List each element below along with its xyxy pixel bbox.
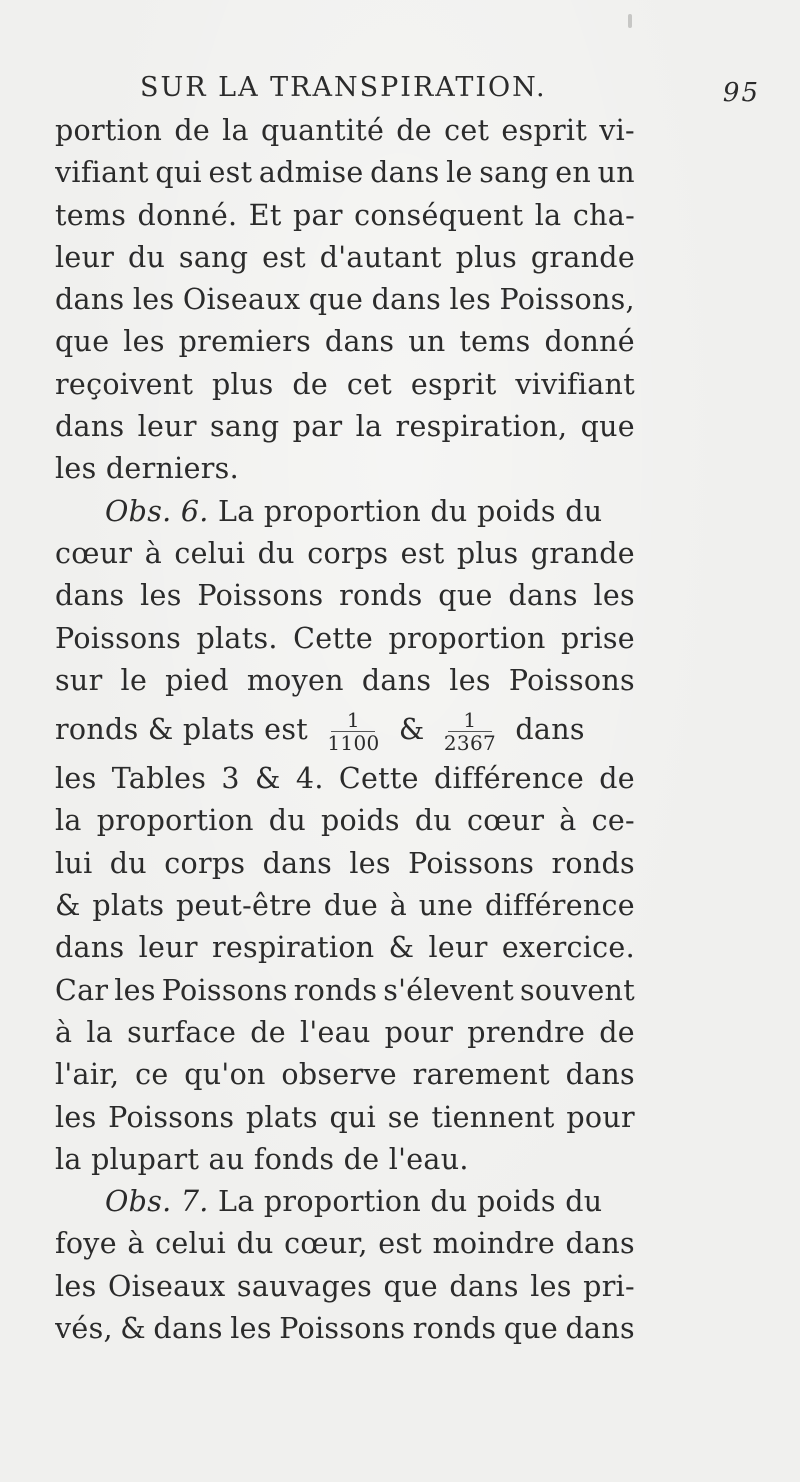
word: peut-être — [175, 889, 313, 923]
word: 4. — [295, 762, 324, 796]
text-line — [55, 152, 635, 194]
word: le — [120, 663, 148, 697]
word: Poissons — [279, 1312, 406, 1346]
word: un — [597, 156, 635, 190]
word: tems — [459, 325, 531, 359]
word: poids — [320, 804, 400, 838]
word: admise — [258, 156, 364, 190]
word: Poissons — [55, 621, 182, 655]
word: celui — [155, 1227, 227, 1261]
word: de — [599, 1015, 635, 1049]
word: sang — [479, 156, 549, 190]
page-header — [140, 72, 760, 112]
word: & — [120, 1312, 146, 1346]
word: dans — [565, 1227, 635, 1261]
word: les — [55, 762, 97, 796]
observation-label: Obs. 7. — [105, 1185, 209, 1219]
word: proportion — [388, 621, 546, 655]
word: & — [255, 762, 281, 796]
word: les — [132, 283, 175, 317]
text-line — [55, 321, 635, 363]
word: dans — [324, 325, 395, 359]
word: du — [414, 804, 453, 838]
word: cœur — [55, 536, 133, 570]
word: dans — [55, 283, 125, 317]
word: les — [593, 579, 635, 613]
word: est — [208, 156, 253, 190]
word: Poissons — [408, 846, 535, 880]
word: moindre — [432, 1227, 556, 1261]
word: dans — [55, 410, 125, 444]
word: cet — [346, 367, 393, 401]
word: à — [559, 804, 577, 838]
word: du — [268, 804, 306, 838]
word: de — [599, 762, 635, 796]
text-line: la plupart au fonds de l'eau. — [55, 1142, 469, 1176]
word: les — [349, 846, 391, 880]
word: pied — [165, 663, 229, 697]
word: dans — [508, 579, 578, 613]
word: proportion — [96, 804, 254, 838]
word: ronds — [293, 973, 378, 1007]
word: Poissons — [508, 663, 635, 697]
word: que — [383, 1269, 438, 1303]
word: sur — [55, 663, 103, 697]
word: donné. — [137, 198, 238, 232]
word: respiration, — [395, 410, 568, 444]
word: du — [127, 240, 166, 274]
word: à — [144, 536, 162, 570]
word: observe — [281, 1058, 397, 1092]
word: cœur — [467, 804, 545, 838]
word: à — [389, 889, 408, 923]
word: la — [355, 410, 383, 444]
observation-first-line: La proportion du poids du — [218, 1185, 603, 1219]
word: les — [449, 663, 491, 697]
word: due — [323, 889, 379, 923]
word: les — [55, 1269, 97, 1303]
observation-label: Obs. 6. — [105, 494, 209, 528]
word: Tables — [111, 762, 207, 796]
fraction-text-after: dans — [515, 713, 585, 747]
word: dans — [371, 283, 442, 317]
word: les — [449, 283, 492, 317]
ink-smudge — [628, 14, 632, 28]
word: qui — [155, 156, 202, 190]
word: dans — [55, 579, 125, 613]
text-line — [55, 1266, 635, 1308]
text-line — [55, 1097, 635, 1139]
word: 3 — [221, 762, 240, 796]
word: par — [292, 410, 343, 444]
text-line — [55, 364, 635, 406]
word: ronds — [412, 1312, 497, 1346]
text-line — [55, 195, 635, 237]
word: ronds — [339, 579, 423, 613]
word: les — [530, 1269, 572, 1303]
word: moyen — [246, 663, 344, 697]
word: donné — [544, 325, 635, 359]
text-line — [55, 758, 635, 800]
word: vi- — [599, 114, 635, 147]
word: cœur, — [284, 1227, 368, 1261]
word: en — [555, 156, 592, 190]
observation-first-line: La proportion du poids du — [218, 494, 603, 528]
fraction-2-denominator: 2367 — [443, 731, 496, 756]
word: du — [236, 1227, 274, 1261]
word: qui — [329, 1100, 377, 1134]
word: exercice. — [501, 931, 635, 965]
word: cha- — [572, 198, 635, 232]
fraction-line — [55, 702, 635, 758]
word: Cette — [293, 621, 374, 655]
word: ce — [135, 1058, 169, 1092]
word: Cette — [338, 762, 419, 796]
page-body-text — [55, 110, 635, 1350]
fraction-text-between: & — [398, 713, 425, 747]
observation-6-heading — [55, 491, 635, 533]
word: leur — [137, 410, 197, 444]
word: plats. — [196, 621, 278, 655]
text-line — [55, 885, 635, 927]
text-line — [55, 237, 635, 279]
word: tiennent — [431, 1100, 555, 1134]
word: tems — [55, 198, 127, 232]
text-line — [55, 970, 635, 1012]
word: s'élevent — [383, 973, 514, 1007]
word: leur — [428, 931, 488, 965]
word: pri- — [583, 1269, 635, 1303]
text-line — [55, 1054, 635, 1096]
word: dans — [370, 156, 440, 190]
fraction-2-numerator: 1 — [463, 708, 477, 733]
word: lui — [55, 846, 93, 880]
word: dans — [55, 931, 125, 965]
word: premiers — [178, 325, 312, 359]
text-line — [55, 575, 635, 617]
word: souvent — [519, 973, 635, 1007]
word: conséquent — [354, 198, 524, 232]
word: un — [408, 325, 446, 359]
word: à — [55, 1015, 73, 1049]
word: les — [55, 1100, 97, 1134]
word: sang — [210, 410, 280, 444]
word: l'eau — [299, 1015, 371, 1049]
text-line — [55, 533, 635, 575]
word: que — [308, 283, 364, 317]
word: dans — [361, 663, 432, 697]
word: Poissons, — [499, 283, 635, 317]
word: Poissons — [197, 579, 324, 613]
word: les — [230, 1312, 272, 1346]
word: de — [250, 1015, 286, 1049]
word: plats — [92, 889, 165, 923]
word: la — [222, 114, 249, 147]
word: Et — [248, 198, 282, 232]
fraction-2 — [444, 709, 496, 754]
word: plats — [245, 1100, 318, 1134]
word: Poissons — [108, 1100, 235, 1134]
word: vivifiant — [515, 367, 635, 401]
word: surface — [127, 1015, 237, 1049]
text-line: les derniers. — [55, 452, 239, 486]
word: Car — [55, 973, 109, 1007]
word: du — [257, 536, 295, 570]
word: différence — [434, 762, 585, 796]
word: quantité — [260, 114, 385, 147]
word: que — [55, 325, 110, 359]
word: grande — [530, 536, 635, 570]
word: dans — [262, 846, 333, 880]
word: & — [388, 931, 415, 965]
word: sauvages — [236, 1269, 373, 1303]
word: une — [418, 889, 474, 923]
word: que — [580, 410, 635, 444]
word: plus — [212, 367, 274, 401]
word: sang — [178, 240, 249, 274]
word: la — [86, 1015, 114, 1049]
word: qu'on — [184, 1058, 266, 1092]
word: respiration — [211, 931, 375, 965]
word: la — [534, 198, 562, 232]
word: est — [400, 536, 445, 570]
text-line — [55, 843, 635, 885]
word: prendre — [467, 1015, 586, 1049]
word: dans — [565, 1312, 635, 1346]
word: ronds — [551, 846, 635, 880]
word: est — [378, 1227, 423, 1261]
word: le — [446, 156, 473, 190]
text-line — [55, 406, 635, 448]
word: Oiseaux — [182, 283, 301, 317]
word: pour — [384, 1015, 454, 1049]
word: leur — [138, 931, 198, 965]
word: cet — [444, 114, 490, 147]
text-line — [55, 618, 635, 660]
word: d'autant — [319, 240, 442, 274]
word: Oiseaux — [107, 1269, 226, 1303]
fraction-1 — [327, 709, 379, 754]
word: de — [292, 367, 329, 401]
word: que — [438, 579, 493, 613]
word: pour — [566, 1100, 635, 1134]
word: de — [174, 114, 211, 147]
text-line — [55, 1308, 635, 1350]
text-line — [55, 800, 635, 842]
word: que — [503, 1312, 559, 1346]
word: vés, — [55, 1312, 113, 1346]
fraction-1-numerator: 1 — [346, 708, 360, 733]
word: par — [293, 198, 343, 232]
word: reçoivent — [55, 367, 194, 401]
page-number: 95 — [722, 78, 760, 108]
word: esprit — [501, 114, 588, 147]
observation-7-heading — [55, 1181, 635, 1223]
word: est — [262, 240, 306, 274]
word: les — [114, 973, 156, 1007]
word: & — [55, 889, 81, 923]
word: ce- — [591, 804, 635, 838]
word: différence — [484, 889, 635, 923]
word: plus — [456, 536, 519, 570]
text-line — [55, 110, 635, 152]
word: les — [123, 325, 165, 359]
word: la — [55, 804, 82, 838]
word: Poissons — [161, 973, 288, 1007]
text-line — [55, 927, 635, 969]
word: plus — [455, 240, 518, 274]
word: grande — [530, 240, 635, 274]
word: foye — [55, 1227, 117, 1261]
word: portion — [55, 114, 163, 147]
word: du — [109, 846, 147, 880]
word: dans — [449, 1269, 519, 1303]
text-line — [55, 279, 635, 321]
text-line — [55, 660, 635, 702]
word: vifiant — [55, 156, 149, 190]
word: corps — [164, 846, 246, 880]
fraction-text-before: ronds & plats est — [55, 713, 309, 747]
fraction-1-denominator: 1100 — [327, 731, 380, 756]
word: corps — [307, 536, 389, 570]
word: se — [387, 1100, 420, 1134]
word: rarement — [412, 1058, 550, 1092]
text-line — [55, 1012, 635, 1054]
word: dans — [153, 1312, 223, 1346]
running-title: SUR LA TRANSPIRATION. — [140, 72, 547, 103]
word: prise — [560, 621, 635, 655]
word: dans — [565, 1058, 635, 1092]
word: celui — [174, 536, 246, 570]
word: à — [127, 1227, 145, 1261]
word: esprit — [410, 367, 497, 401]
text-line — [55, 1223, 635, 1265]
word: leur — [55, 240, 115, 274]
word: l'air, — [55, 1058, 120, 1092]
word: les — [140, 579, 182, 613]
word: de — [396, 114, 432, 147]
